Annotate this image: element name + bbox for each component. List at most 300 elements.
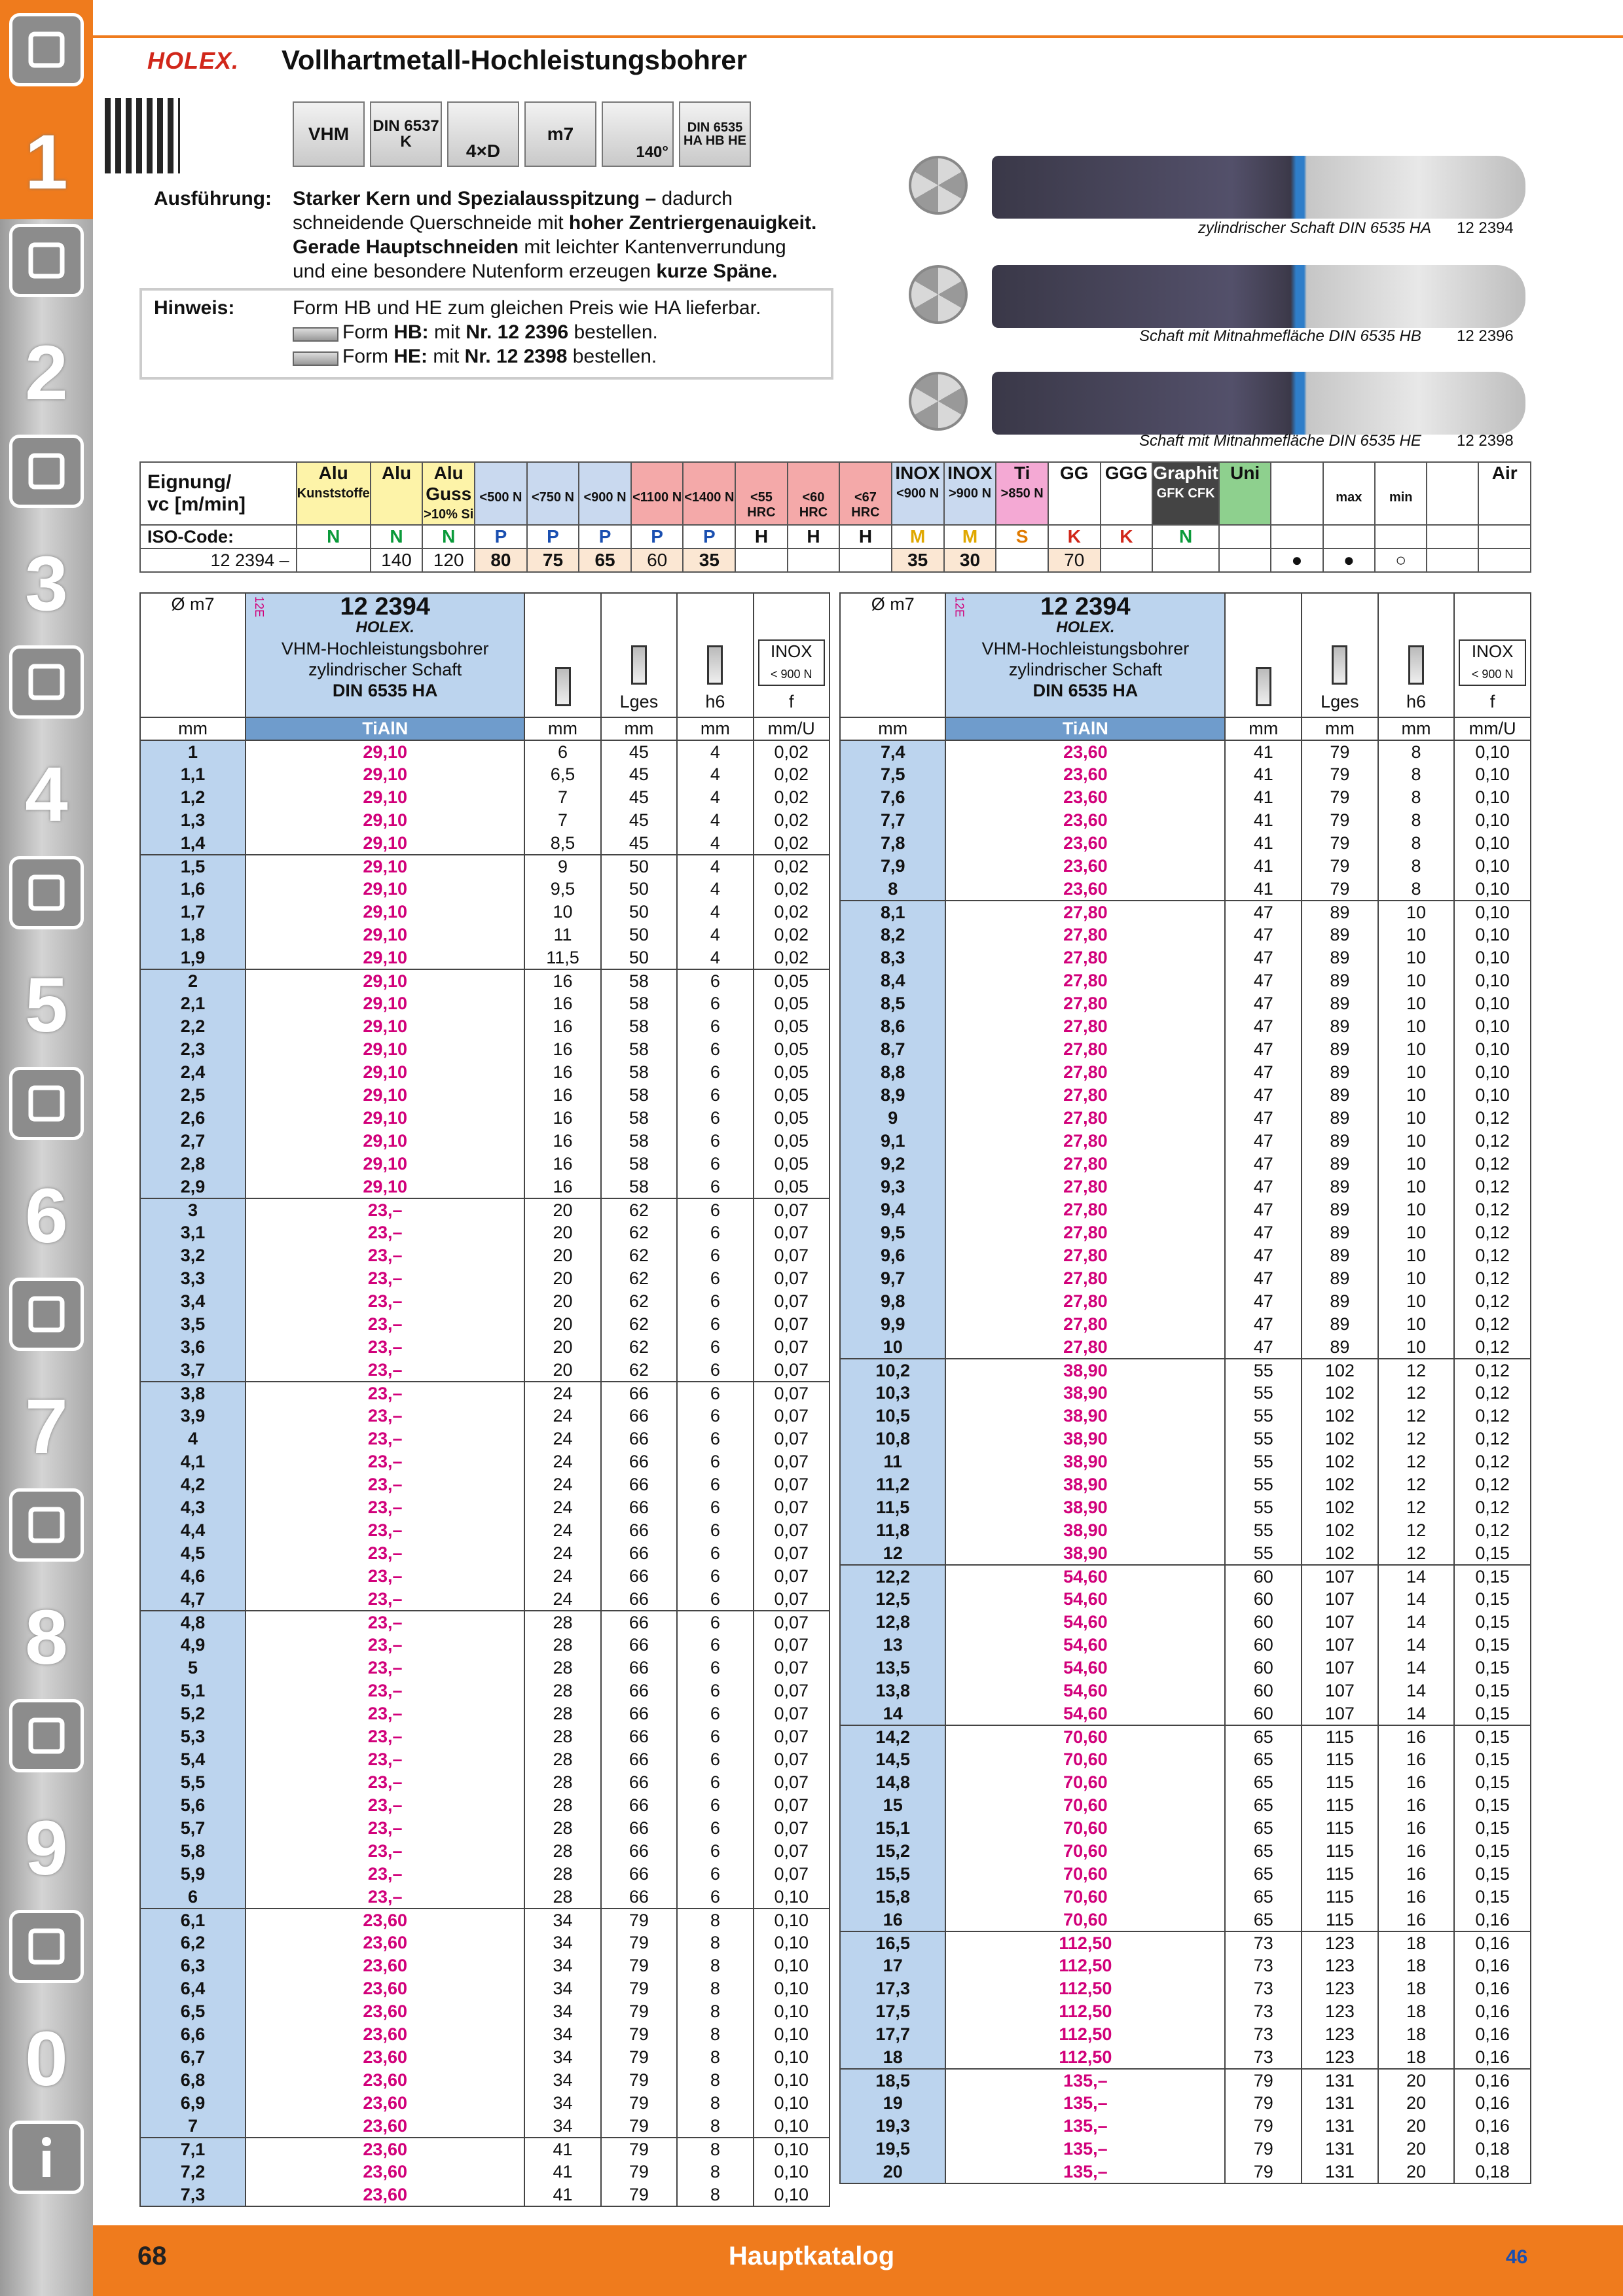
shank-dia-cell: 6 — [677, 1267, 753, 1290]
diameter-cell: 17,5 — [840, 2000, 945, 2023]
price-cell[interactable]: 23,60 — [945, 809, 1225, 832]
pliers-icon[interactable] — [9, 1278, 84, 1351]
total-length-cell: 62 — [601, 1313, 677, 1336]
qr-code-icon[interactable] — [105, 98, 180, 173]
price-cell[interactable]: 70,60 — [945, 1725, 1225, 1748]
diameter-cell: 4,7 — [140, 1588, 246, 1611]
total-length-cell: 50 — [601, 901, 677, 924]
feed-cell: 0,10 — [1454, 763, 1531, 786]
feed-cell: 0,07 — [754, 1611, 830, 1634]
price-cell[interactable]: 23,60 — [246, 2138, 524, 2161]
price-cell[interactable]: 70,60 — [945, 1748, 1225, 1771]
price-cell[interactable]: 23,– — [246, 1702, 524, 1725]
unit-label: mm — [601, 717, 677, 740]
material-col-4: <750 N — [527, 462, 579, 525]
material-col-5: <900 N — [579, 462, 631, 525]
price-cell[interactable]: 112,50 — [945, 1931, 1225, 1954]
price-cell[interactable]: 70,60 — [945, 1794, 1225, 1817]
total-length-cell: 89 — [1302, 992, 1378, 1015]
price-cell[interactable]: 23,– — [246, 1244, 524, 1267]
drill-caption-hb: Schaft mit Mitnahmefläche DIN 6535 HB — [1139, 327, 1421, 345]
feed-cell: 0,07 — [754, 1817, 830, 1840]
diameter-cell: 9,7 — [840, 1267, 945, 1290]
badge-4xd: 4×D — [447, 101, 519, 167]
feed-cell: 0,10 — [754, 2069, 830, 2092]
price-cell[interactable]: 29,10 — [246, 1015, 524, 1038]
price-cell[interactable]: 27,80 — [945, 1015, 1225, 1038]
total-length-cell: 58 — [601, 1061, 677, 1084]
diameter-cell: 10 — [840, 1336, 945, 1359]
chapter-number-2[interactable]: 2 — [25, 330, 68, 416]
price-cell[interactable]: 23,60 — [246, 2069, 524, 2092]
diameter-cell: 7,9 — [840, 855, 945, 878]
table-row — [140, 1679, 830, 1702]
feed-cell: 0,12 — [1454, 1359, 1531, 1382]
chapter-number-6[interactable]: 6 — [25, 1173, 68, 1259]
price-cell[interactable]: 23,60 — [945, 855, 1225, 878]
toolbox-icon[interactable] — [9, 1488, 84, 1562]
price-cell[interactable]: 29,10 — [246, 763, 524, 786]
price-cell[interactable]: 23,– — [246, 1427, 524, 1450]
price-cell[interactable]: 23,60 — [246, 2046, 524, 2069]
diameter-cell: 10,2 — [840, 1359, 945, 1382]
vc-value-16 — [1152, 548, 1219, 572]
vc-value-4: 75 — [527, 548, 579, 572]
price-cell[interactable]: 29,10 — [246, 855, 524, 878]
shank-length-cell: 28 — [524, 1863, 600, 1886]
feed-cell: 0,02 — [754, 740, 830, 763]
price-cell[interactable]: 23,– — [246, 1863, 524, 1886]
total-length-cell: 66 — [601, 1886, 677, 1909]
price-cell[interactable]: 29,10 — [246, 901, 524, 924]
price-cell[interactable]: 27,80 — [945, 1336, 1225, 1359]
diameter-cell: 1,4 — [140, 832, 246, 855]
price-cell[interactable]: 29,10 — [246, 1175, 524, 1198]
price-cell[interactable]: 23,– — [246, 1450, 524, 1473]
shank-dia-cell: 6 — [677, 1519, 753, 1542]
price-cell[interactable]: 38,90 — [945, 1542, 1225, 1565]
price-cell[interactable]: 70,60 — [945, 1886, 1225, 1909]
total-length-cell: 89 — [1302, 1107, 1378, 1130]
diameter-cell: 4,8 — [140, 1611, 246, 1634]
price-cell[interactable]: 23,– — [246, 1634, 524, 1657]
price-cell[interactable]: 112,50 — [945, 2023, 1225, 2046]
price-cell[interactable]: 29,10 — [246, 969, 524, 992]
iso-code-2: N — [422, 525, 475, 548]
total-length-cell: 79 — [601, 2046, 677, 2069]
total-length-cell: 123 — [1302, 1977, 1378, 2000]
price-cell[interactable]: 54,60 — [945, 1679, 1225, 1702]
price-cell[interactable]: 38,90 — [945, 1473, 1225, 1496]
price-cell[interactable]: 23,60 — [246, 2000, 524, 2023]
price-cell[interactable]: 23,60 — [246, 1977, 524, 2000]
shank-length-cell: 16 — [524, 1153, 600, 1175]
shank-length-cell: 41 — [1225, 832, 1302, 855]
diameter-cell: 8,7 — [840, 1038, 945, 1061]
table-row — [840, 740, 1531, 763]
feed-cell: 0,05 — [754, 1107, 830, 1130]
price-cell[interactable]: 23,– — [246, 1405, 524, 1427]
diameter-cell: 12,8 — [840, 1611, 945, 1634]
shank-dia-cell: 14 — [1378, 1634, 1455, 1657]
price-cell[interactable]: 23,– — [246, 1382, 524, 1405]
price-cell[interactable]: 29,10 — [246, 992, 524, 1015]
shank-dia-cell: 6 — [677, 1702, 753, 1725]
feed-cell: 0,12 — [1454, 1175, 1531, 1198]
price-cell[interactable]: 29,10 — [246, 924, 524, 946]
shank-dia-cell: 14 — [1378, 1679, 1455, 1702]
total-length-cell: 66 — [601, 1473, 677, 1496]
table-row — [840, 1336, 1531, 1359]
price-cell[interactable]: 23,– — [246, 1267, 524, 1290]
diameter-cell: 3,5 — [140, 1313, 246, 1336]
table-row — [840, 2023, 1531, 2046]
price-cell[interactable]: 23,– — [246, 1886, 524, 1909]
shank-dia-cell: 10 — [1378, 969, 1455, 992]
price-cell[interactable]: 54,60 — [945, 1588, 1225, 1611]
price-cell[interactable]: 23,– — [246, 1679, 524, 1702]
price-cell[interactable]: 27,80 — [945, 1084, 1225, 1107]
badge-vhm: VHM — [293, 101, 365, 167]
feed-cell: 0,10 — [1454, 1061, 1531, 1084]
price-cell[interactable]: 23,– — [246, 1221, 524, 1244]
caliper-icon[interactable] — [9, 645, 84, 719]
price-cell[interactable]: 112,50 — [945, 2000, 1225, 2023]
diameter-cell: 9 — [840, 1107, 945, 1130]
shank-dia-cell: 12 — [1378, 1359, 1455, 1382]
shank-dia-cell: 16 — [1378, 1748, 1455, 1771]
price-cell[interactable]: 135,– — [945, 2138, 1225, 2161]
price-cell[interactable]: 29,10 — [246, 786, 524, 809]
price-cell[interactable]: 23,60 — [246, 1931, 524, 1954]
price-cell[interactable]: 38,90 — [945, 1496, 1225, 1519]
price-cell[interactable]: 29,10 — [246, 1130, 524, 1153]
price-cell[interactable]: 27,80 — [945, 1244, 1225, 1267]
cabinet-icon[interactable] — [9, 1699, 84, 1772]
feed-cell: 0,07 — [754, 1382, 830, 1405]
price-cell[interactable]: 23,– — [246, 1496, 524, 1519]
price-cell[interactable]: 23,– — [246, 1588, 524, 1611]
shank-dia-cell: 12 — [1378, 1519, 1455, 1542]
table-row — [840, 1244, 1531, 1267]
price-cell[interactable]: 70,60 — [945, 1817, 1225, 1840]
total-length-cell: 115 — [1302, 1794, 1378, 1817]
price-cell[interactable]: 23,– — [246, 1336, 524, 1359]
price-cell[interactable]: 23,– — [246, 1657, 524, 1679]
price-cell[interactable]: 23,60 — [246, 2161, 524, 2183]
table-row — [840, 855, 1531, 878]
iso-code-11: M — [892, 525, 944, 548]
shank-dia-cell: 6 — [677, 1634, 753, 1657]
price-cell[interactable]: 70,60 — [945, 1863, 1225, 1886]
feed-cell: 0,07 — [754, 1336, 830, 1359]
price-cell[interactable]: 27,80 — [945, 1061, 1225, 1084]
chuck-icon[interactable] — [9, 435, 84, 508]
drill-number-ha: 12 2394 — [1457, 219, 1514, 237]
price-cell[interactable]: 54,60 — [945, 1657, 1225, 1679]
material-col-10: <67 HRC — [839, 462, 892, 525]
price-cell[interactable]: 27,80 — [945, 901, 1225, 924]
price-cell[interactable]: 70,60 — [945, 1909, 1225, 1931]
price-cell[interactable]: 38,90 — [945, 1405, 1225, 1427]
table-row — [140, 1496, 830, 1519]
table-row — [840, 1290, 1531, 1313]
diameter-cell: 2,8 — [140, 1153, 246, 1175]
shank-length-cell: 10 — [524, 901, 600, 924]
price-cell[interactable]: 54,60 — [945, 1634, 1225, 1657]
price-cell[interactable]: 27,80 — [945, 946, 1225, 969]
shank-length-cell: 55 — [1225, 1382, 1302, 1405]
chapter-number-3[interactable]: 3 — [25, 541, 68, 627]
total-length-cell: 102 — [1302, 1405, 1378, 1427]
price-cell[interactable]: 23,– — [246, 1565, 524, 1588]
price-cell[interactable]: 23,– — [246, 1840, 524, 1863]
feed-cell: 0,07 — [754, 1657, 830, 1679]
price-cell[interactable]: 23,60 — [945, 740, 1225, 763]
total-length-cell: 50 — [601, 946, 677, 969]
chapter-number-9[interactable]: 9 — [25, 1805, 68, 1892]
iso-code-15: K — [1101, 525, 1153, 548]
shank-dia-cell: 6 — [677, 1817, 753, 1840]
price-cell[interactable]: 27,80 — [945, 1153, 1225, 1175]
price-cell[interactable]: 23,– — [246, 1771, 524, 1794]
price-cell[interactable]: 23,– — [246, 1359, 524, 1382]
price-cell[interactable]: 38,90 — [945, 1382, 1225, 1405]
shank-dia-cell: 18 — [1378, 1931, 1455, 1954]
price-cell[interactable]: 23,– — [246, 1817, 524, 1840]
price-cell[interactable]: 23,– — [246, 1542, 524, 1565]
price-cell[interactable]: 54,60 — [945, 1565, 1225, 1588]
drill-number-hb: 12 2396 — [1457, 327, 1514, 345]
diameter-cell: 2,4 — [140, 1061, 246, 1084]
shank-dia-cell: 6 — [677, 1153, 753, 1175]
feed-cell: 0,12 — [1454, 1153, 1531, 1175]
chapter-number-1[interactable]: 1 — [25, 119, 68, 206]
feed-cell: 0,15 — [1454, 1588, 1531, 1611]
price-cell[interactable]: 29,10 — [246, 740, 524, 763]
material-col-22: Air — [1478, 462, 1531, 525]
table-row — [840, 1931, 1531, 1954]
price-cell[interactable]: 23,– — [246, 1473, 524, 1496]
diameter-cell: 4,5 — [140, 1542, 246, 1565]
info-icon[interactable] — [9, 2121, 84, 2194]
price-cell[interactable]: 27,80 — [945, 1267, 1225, 1290]
diameter-cell: 1 — [140, 740, 246, 763]
vc-value-9 — [788, 548, 840, 572]
material-col-6: <1100 N — [631, 462, 684, 525]
wrench-icon[interactable] — [9, 1067, 84, 1140]
diameter-cell: 5,9 — [140, 1863, 246, 1886]
total-length-cell: 89 — [1302, 1244, 1378, 1267]
shank-dia-cell: 4 — [677, 809, 753, 832]
shank-dia-cell: 8 — [677, 2046, 753, 2069]
price-cell[interactable]: 27,80 — [945, 1130, 1225, 1153]
shank-dia-cell: 10 — [1378, 1038, 1455, 1061]
shank-length-cell: 65 — [1225, 1840, 1302, 1863]
shank-dia-cell: 4 — [677, 901, 753, 924]
insert-icon[interactable] — [9, 224, 84, 297]
price-cell[interactable]: 27,80 — [945, 1107, 1225, 1130]
iso-code-1: N — [371, 525, 423, 548]
price-cell[interactable]: 29,10 — [246, 946, 524, 969]
diameter-cell: 5,8 — [140, 1840, 246, 1863]
shank-dia-cell: 8 — [677, 1931, 753, 1954]
shank-length-cell: 11,5 — [524, 946, 600, 969]
price-cell[interactable]: 112,50 — [945, 1977, 1225, 2000]
diameter-cell: 3,8 — [140, 1382, 246, 1405]
price-cell[interactable]: 23,– — [246, 1611, 524, 1634]
price-cell[interactable]: 38,90 — [945, 1519, 1225, 1542]
price-cell[interactable]: 38,90 — [945, 1450, 1225, 1473]
diameter-cell: 14,5 — [840, 1748, 945, 1771]
diameter-cell: 7,4 — [840, 740, 945, 763]
feed-cell: 0,12 — [1454, 1198, 1531, 1221]
price-cell[interactable]: 23,60 — [945, 832, 1225, 855]
shank-length-cell: 6,5 — [524, 763, 600, 786]
table-row — [840, 1084, 1531, 1107]
diameter-cell: 2,5 — [140, 1084, 246, 1107]
price-cell[interactable]: 23,– — [246, 1725, 524, 1748]
diameter-cell: 8,5 — [840, 992, 945, 1015]
eignung-label: Eignung/ vc [m/min] — [140, 462, 297, 525]
price-cell[interactable]: 23,– — [246, 1748, 524, 1771]
iso-code-18 — [1271, 525, 1322, 548]
price-cell[interactable]: 27,80 — [945, 1038, 1225, 1061]
price-cell[interactable]: 29,10 — [246, 832, 524, 855]
shank-length-cell: 24 — [524, 1405, 600, 1427]
price-cell[interactable]: 23,60 — [945, 763, 1225, 786]
table-row — [140, 1565, 830, 1588]
table-row — [140, 2115, 830, 2138]
vc-value-6: 60 — [631, 548, 684, 572]
material-col-11: INOX <900 N — [892, 462, 944, 525]
price-cell[interactable]: 112,50 — [945, 1954, 1225, 1977]
chapter-number-8[interactable]: 8 — [25, 1594, 68, 1681]
iso-code-5: P — [579, 525, 631, 548]
price-cell[interactable]: 23,– — [246, 1290, 524, 1313]
price-cell[interactable]: 54,60 — [945, 1611, 1225, 1634]
feed-cell: 0,10 — [1454, 878, 1531, 901]
diameter-cell: 15,2 — [840, 1840, 945, 1863]
shank-dia-cell: 6 — [677, 1450, 753, 1473]
total-length-cell: 102 — [1302, 1450, 1378, 1473]
price-cell[interactable]: 27,80 — [945, 1175, 1225, 1198]
total-length-cell: 66 — [601, 1542, 677, 1565]
price-cell[interactable]: 54,60 — [945, 1702, 1225, 1725]
shank-length-cell: 16 — [524, 1061, 600, 1084]
total-length-cell: 66 — [601, 1840, 677, 1863]
price-cell[interactable]: 135,– — [945, 2115, 1225, 2138]
suitability-table — [139, 461, 1531, 573]
price-cell[interactable]: 29,10 — [246, 1084, 524, 1107]
price-cell[interactable]: 38,90 — [945, 1427, 1225, 1450]
material-col-7: <1400 N — [683, 462, 735, 525]
diameter-cell: 8,8 — [840, 1061, 945, 1084]
price-cell[interactable]: 29,10 — [246, 809, 524, 832]
price-cell[interactable]: 23,– — [246, 1313, 524, 1336]
price-cell[interactable]: 27,80 — [945, 1313, 1225, 1336]
price-cell[interactable]: 23,– — [246, 1794, 524, 1817]
price-cell[interactable]: 23,60 — [945, 786, 1225, 809]
price-cell[interactable]: 23,60 — [945, 878, 1225, 901]
price-cell[interactable]: 38,90 — [945, 1359, 1225, 1382]
diameter-cell: 7,3 — [140, 2183, 246, 2206]
shank-dia-cell: 10 — [1378, 1061, 1455, 1084]
price-cell[interactable]: 135,– — [945, 2069, 1225, 2092]
price-cell[interactable]: 29,10 — [246, 1107, 524, 1130]
diameter-cell: 3,3 — [140, 1267, 246, 1290]
price-cell[interactable]: 23,– — [246, 1198, 524, 1221]
table-row — [840, 1473, 1531, 1496]
shank-length-cell: 79 — [1225, 2069, 1302, 2092]
shank-length-cell: 60 — [1225, 1657, 1302, 1679]
table-row — [140, 1954, 830, 1977]
shank-dia-cell: 6 — [677, 1427, 753, 1450]
price-cell[interactable]: 27,80 — [945, 1290, 1225, 1313]
saw-icon[interactable] — [9, 856, 84, 929]
chapter-number-4[interactable]: 4 — [25, 751, 68, 838]
price-cell[interactable]: 29,10 — [246, 1153, 524, 1175]
shank-length-cell: 28 — [524, 1611, 600, 1634]
price-cell[interactable]: 23,– — [246, 1519, 524, 1542]
price-cell[interactable]: 29,10 — [246, 1038, 524, 1061]
total-length-cell: 62 — [601, 1267, 677, 1290]
chapter-number-5[interactable]: 5 — [25, 962, 68, 1049]
price-cell[interactable]: 135,– — [945, 2161, 1225, 2183]
iso-code-13: S — [996, 525, 1048, 548]
safety-icon[interactable] — [9, 1910, 84, 1983]
total-length-cell: 115 — [1302, 1863, 1378, 1886]
price-cell[interactable]: 135,– — [945, 2092, 1225, 2115]
price-cell[interactable]: 27,80 — [945, 992, 1225, 1015]
feed-cell: 0,02 — [754, 832, 830, 855]
feed-cell: 0,16 — [1454, 2115, 1531, 2138]
drill-image-ha — [992, 156, 1525, 219]
total-length-cell: 102 — [1302, 1519, 1378, 1542]
price-cell[interactable]: 29,10 — [246, 1061, 524, 1084]
table-row — [140, 2046, 830, 2069]
chapter-number-0[interactable]: 0 — [25, 2016, 68, 2102]
table-row — [840, 1702, 1531, 1725]
price-cell[interactable]: 29,10 — [246, 878, 524, 901]
drill-image-he — [992, 372, 1525, 435]
shank-length-cell: 28 — [524, 1634, 600, 1657]
price-cell[interactable]: 23,60 — [246, 1909, 524, 1931]
shank-dia-cell: 10 — [1378, 1313, 1455, 1336]
material-col-21 — [1427, 462, 1478, 525]
price-cell[interactable]: 23,60 — [246, 2092, 524, 2115]
price-cell[interactable]: 27,80 — [945, 1221, 1225, 1244]
price-cell[interactable]: 27,80 — [945, 924, 1225, 946]
total-length-cell: 66 — [601, 1771, 677, 1794]
total-length-cell: 102 — [1302, 1359, 1378, 1382]
shank-length-cell: 65 — [1225, 1725, 1302, 1748]
price-cell[interactable]: 70,60 — [945, 1840, 1225, 1863]
price-cell[interactable]: 23,60 — [246, 2023, 524, 2046]
price-cell[interactable]: 27,80 — [945, 969, 1225, 992]
chapter-number-7[interactable]: 7 — [25, 1384, 68, 1470]
price-cell[interactable]: 27,80 — [945, 1198, 1225, 1221]
drill-icon[interactable] — [9, 13, 84, 86]
diameter-cell: 7,8 — [840, 832, 945, 855]
price-cell[interactable]: 23,60 — [246, 2115, 524, 2138]
price-cell[interactable]: 23,60 — [246, 1954, 524, 1977]
price-cell[interactable]: 23,60 — [246, 2183, 524, 2206]
table-row — [840, 1588, 1531, 1611]
feed-cell: 0,12 — [1454, 1290, 1531, 1313]
price-cell[interactable]: 70,60 — [945, 1771, 1225, 1794]
price-cell[interactable]: 112,50 — [945, 2046, 1225, 2069]
